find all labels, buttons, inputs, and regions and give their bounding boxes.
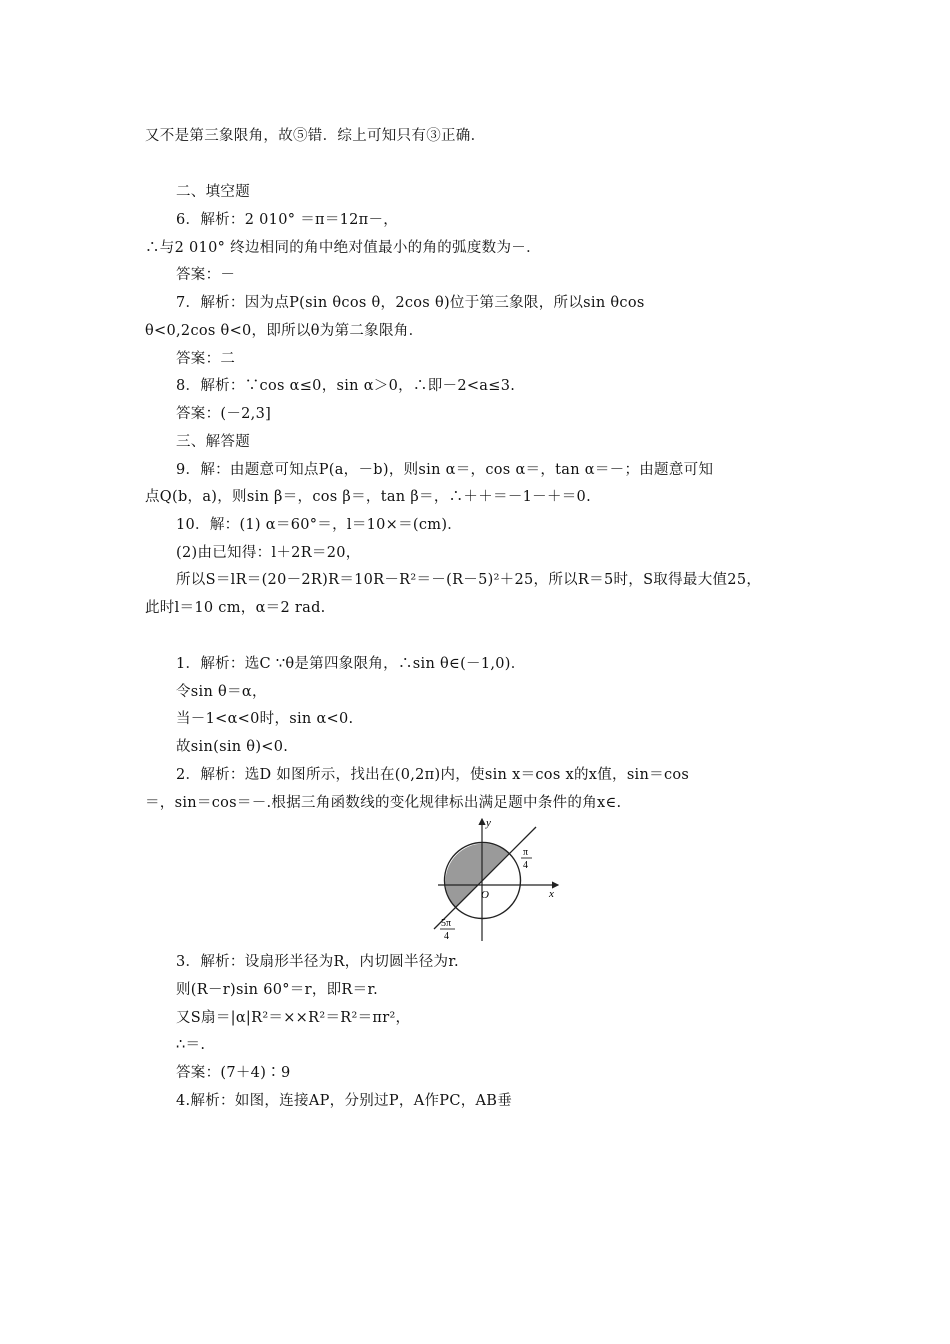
unit-circle-figure — [420, 815, 562, 943]
answer-line: 答案：(－2,3] — [176, 406, 272, 422]
text-line: ＝，sin＝cos＝－.根据三角函数线的变化规律标出满足题中条件的角x∈. — [145, 795, 622, 811]
five-pi-over-4-denominator: 4 — [444, 931, 449, 942]
text-line: 9．解：由题意可知点P(a，－b)，则sin α＝，cos α＝，tan α＝－；由题意可知 — [176, 462, 714, 478]
text-line: 点Q(b，a)，则sin β＝，cos β＝，tan β＝，∴＋＋＝－1－＋＝0. — [145, 489, 591, 505]
text-line: 又S扇＝|α|R²＝××R²＝R²＝πr²， — [176, 1010, 411, 1026]
text-line: 当－1<α<0时，sin α<0. — [176, 711, 354, 727]
answer-line: 答案：二 — [176, 351, 236, 367]
text-line: 令sin θ＝α， — [176, 684, 267, 700]
text-line: 故sin(sin θ)<0. — [176, 739, 289, 755]
pi-over-4-denominator: 4 — [523, 860, 528, 871]
answer-line: 答案：(7＋4)∶9 — [176, 1065, 291, 1081]
origin-label: O — [481, 889, 489, 901]
text-line: 4.解析：如图，连接AP，分别过P，A作PC，AB垂 — [176, 1093, 513, 1109]
section-heading: 二、填空题 — [176, 184, 250, 200]
text-line: 又不是第三象限角，故⑤错．综上可知只有③正确． — [145, 128, 486, 144]
text-line: 所以S＝lR＝(20－2R)R＝10R－R²＝－(R－5)²＋25，所以R＝5时，S取得最大值25， — [176, 572, 762, 588]
text-line: 6．解析：2 010° ＝π＝12π－， — [176, 212, 399, 228]
five-pi-over-4-numerator: 5π — [441, 918, 452, 929]
x-axis-label: x — [549, 888, 554, 900]
y-axis-label: y — [486, 817, 491, 829]
unit-circle-diagram — [420, 815, 562, 943]
text-line: 此时l＝10 cm，α＝2 rad. — [145, 600, 326, 616]
text-line: (2)由已知得：l＋2R＝20， — [176, 545, 361, 561]
text-line: 则(R－r)sin 60°＝r，即R＝r. — [176, 982, 378, 998]
text-line: 2．解析：选D 如图所示，找出在(0,2π)内，使sin x＝cos x的x值，sin＝cos — [176, 767, 690, 783]
text-line: 7．解析：因为点P(sin θcos θ，2cos θ)位于第三象限，所以sin θcos — [176, 295, 645, 311]
shaded-region — [445, 844, 509, 908]
text-line: 8．解析：∵cos α≤0，sin α＞0，∴即－2<a≤3. — [176, 378, 516, 394]
answer-line: 答案：－ — [176, 267, 236, 283]
text-line: ∴与2 010° 终边相同的角中绝对值最小的角的弧度数为－． — [145, 240, 541, 256]
text-line: 10．解：(1) α＝60°＝，l＝10×＝(cm)． — [176, 517, 463, 533]
text-line: 3．解析：设扇形半径为R，内切圆半径为r. — [176, 954, 459, 970]
text-line: θ<0,2cos θ<0，即所以θ为第二象限角． — [145, 323, 424, 339]
text-line: ∴＝. — [176, 1037, 206, 1053]
section-heading: 三、解答题 — [176, 434, 250, 450]
text-line: 1．解析：选C ∵θ是第四象限角，∴sin θ∈(－1,0)． — [176, 656, 526, 672]
pi-over-4-numerator: π — [523, 847, 529, 858]
